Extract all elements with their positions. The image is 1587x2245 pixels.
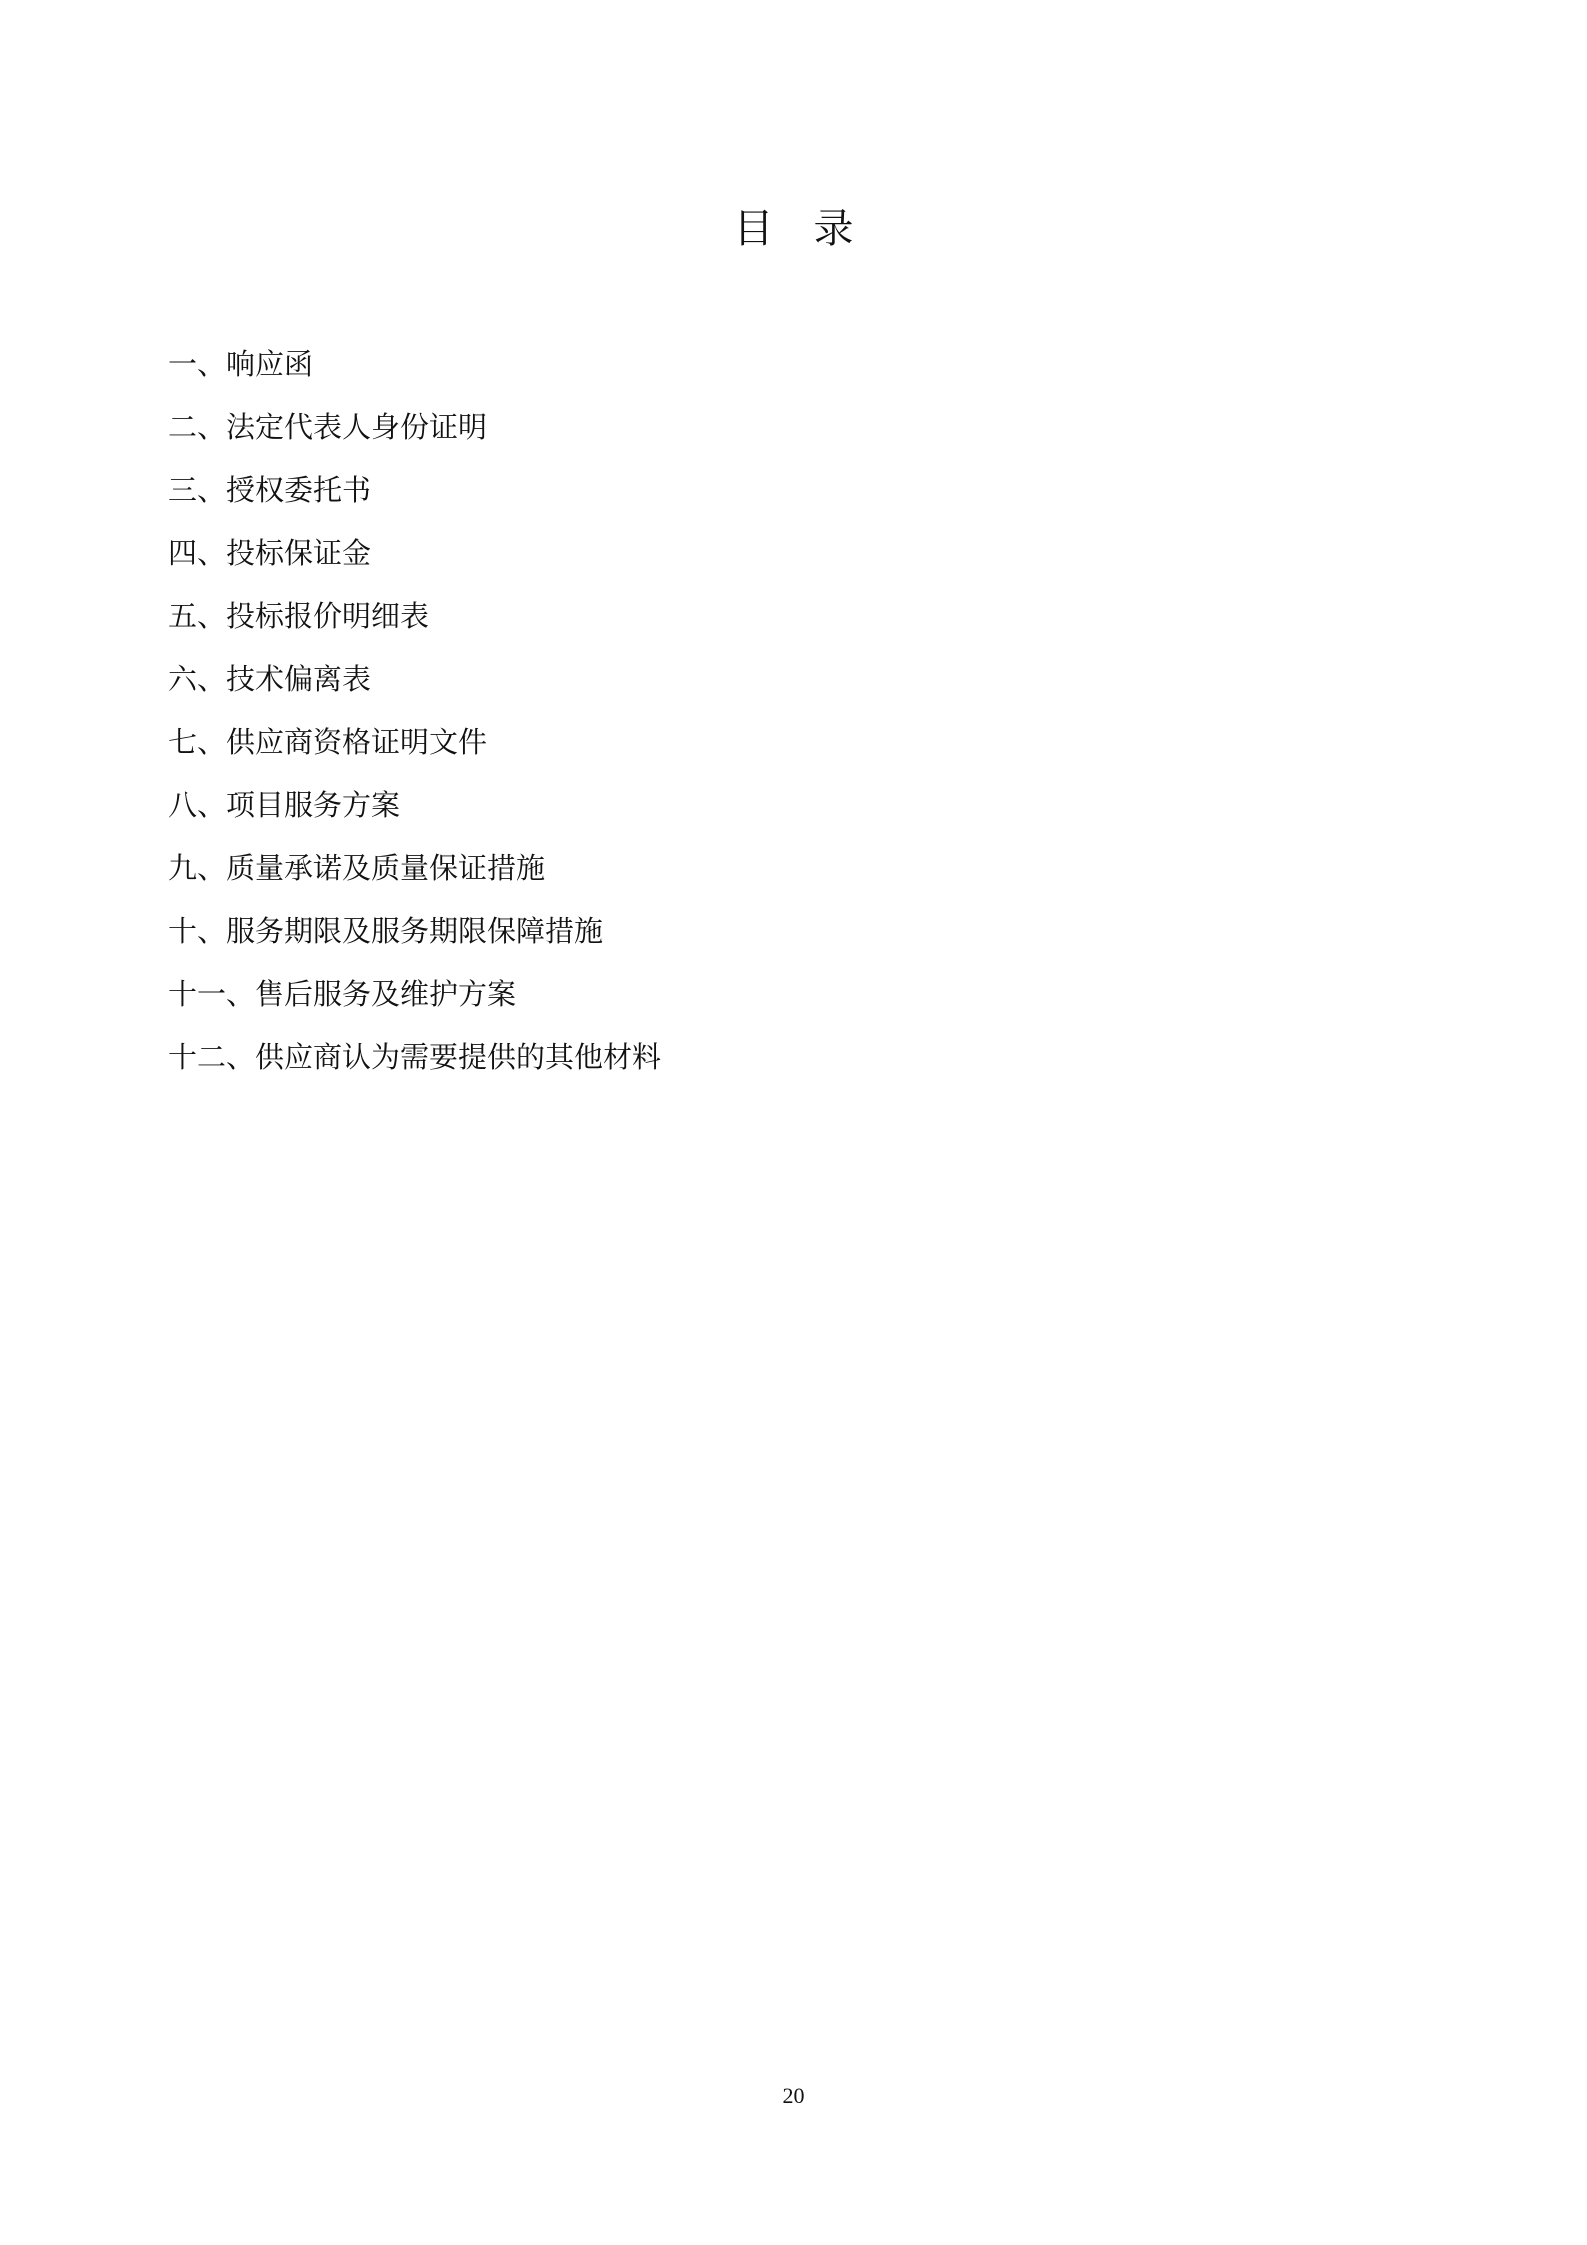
toc-item: 九、质量承诺及质量保证措施	[168, 851, 546, 885]
toc-item: 三、授权委托书	[168, 473, 372, 507]
toc-item: 十、服务期限及服务期限保障措施	[168, 914, 604, 948]
toc-item: 四、投标保证金	[168, 536, 372, 570]
page-title: 目 录	[733, 206, 854, 252]
toc-item: 一、响应函	[168, 347, 314, 381]
toc-item: 七、供应商资格证明文件	[168, 725, 488, 759]
toc-item: 二、法定代表人身份证明	[168, 410, 488, 444]
table-of-contents	[168, 333, 661, 1089]
toc-item: 八、项目服务方案	[168, 788, 401, 822]
toc-item: 五、投标报价明细表	[168, 599, 430, 633]
toc-item: 十一、售后服务及维护方案	[168, 977, 517, 1011]
toc-item: 十二、供应商认为需要提供的其他材料	[168, 1040, 662, 1074]
toc-item: 六、技术偏离表	[168, 662, 372, 696]
page-number: 20	[782, 2083, 805, 2108]
